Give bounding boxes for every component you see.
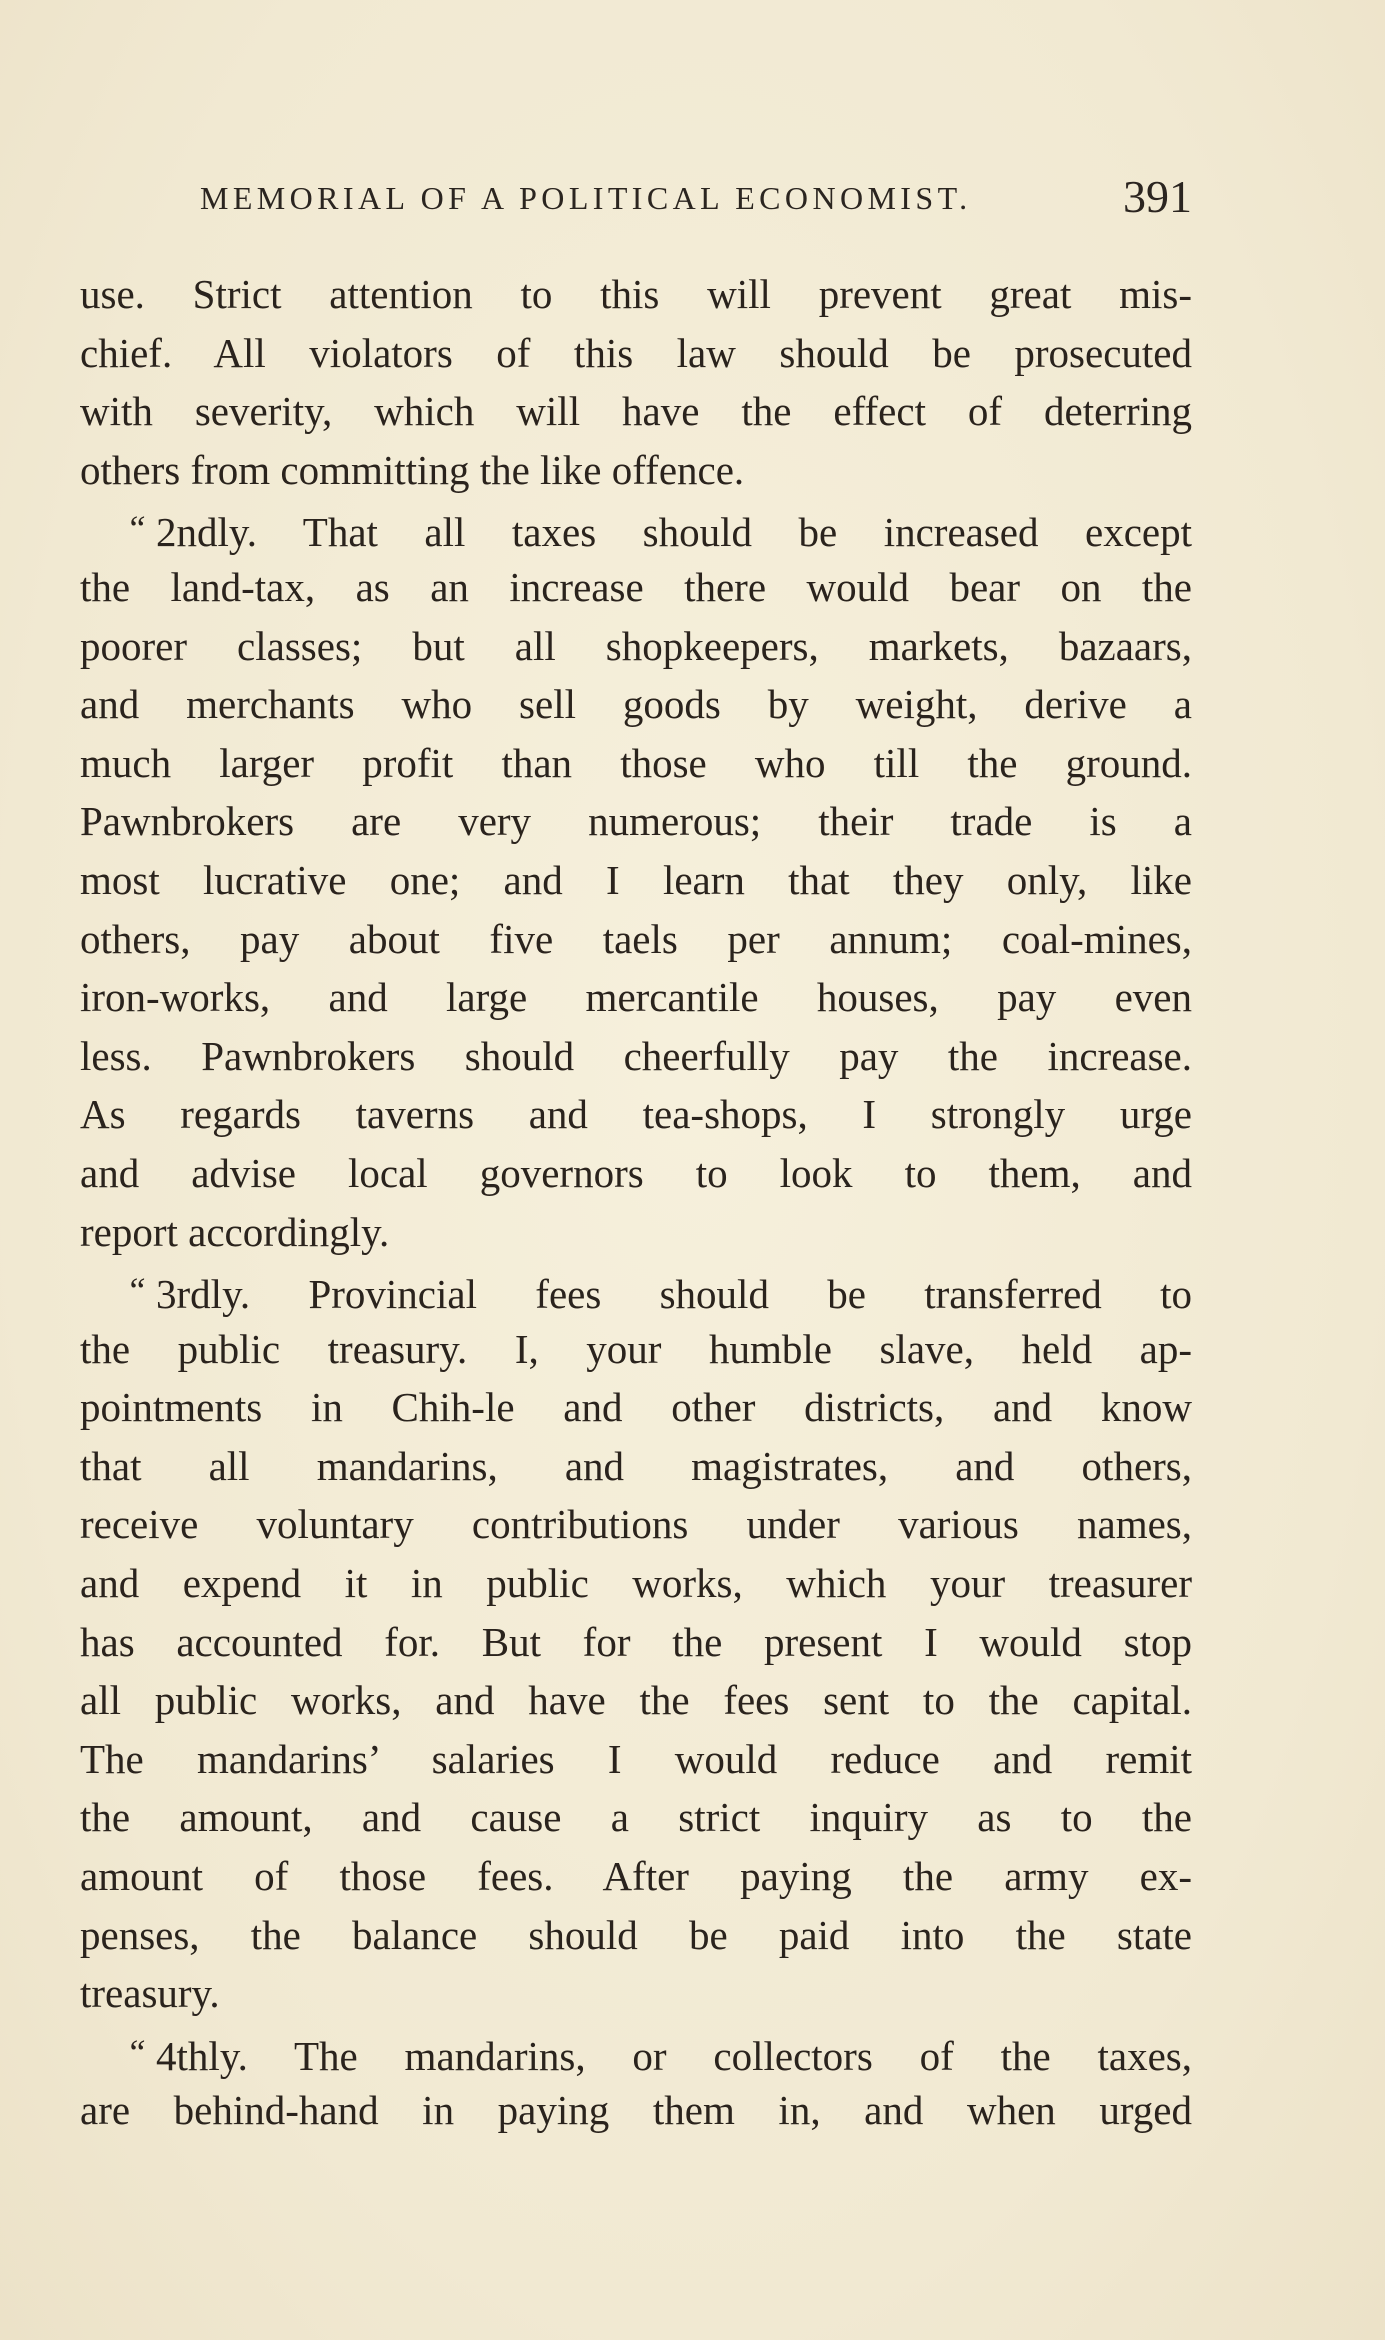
text-line: Pawnbrokers are very numerous; their trade is a — [80, 798, 1192, 845]
text-line: treasury. — [80, 1970, 220, 2017]
text-line: the amount, and cause a strict inquiry as to the — [80, 1794, 1192, 1841]
text-line: that all mandarins, and magistrates, and others, — [80, 1442, 1192, 1489]
text-line: all public works, and have the fees sent to the capital. — [80, 1677, 1192, 1724]
text-line: most lucrative one; and I learn that they only, like — [80, 856, 1192, 903]
text-line: penses, the balance should be paid into the state — [80, 1911, 1192, 1958]
open-quote-mark: “ — [126, 508, 147, 549]
text-line: has accounted for. But for the present I would stop — [80, 1618, 1192, 1665]
text-line: others from committing the like offence. — [80, 446, 745, 493]
text-line: and expend it in public works, which your treasurer — [80, 1560, 1192, 1607]
body-text — [80, 265, 1192, 2140]
text-line: receive voluntary contributions under various names, — [80, 1501, 1192, 1548]
text-line: much larger profit than those who till the ground. — [80, 739, 1192, 786]
text-line: amount of those fees. After paying the army ex- — [80, 1853, 1192, 1900]
running-head — [200, 170, 1192, 230]
paragraph-start-line — [80, 2023, 1192, 2082]
text-line: use. Strict attention to this will prevent great mis- — [80, 271, 1192, 317]
paragraph-start-line — [80, 499, 1192, 558]
text-line: poorer classes; but all shopkeepers, markets, bazaars, — [80, 622, 1192, 669]
running-title: MEMORIAL OF A POLITICAL ECONOMIST. — [200, 180, 972, 216]
open-quote-mark: “ — [126, 2031, 147, 2072]
text-line: with severity, which will have the effect of deterring — [80, 388, 1192, 435]
text-line: iron-works, and large mercantile houses, pay even — [80, 974, 1192, 1021]
text-line: As regards taverns and tea-shops, I strongly urge — [80, 1091, 1192, 1138]
text-line: 4thly. The mandarins, or collectors of the taxes, — [156, 2032, 1192, 2079]
page-number: 391 — [1123, 171, 1192, 222]
text-line: and advise local governors to look to them, and — [80, 1149, 1192, 1196]
paragraph-start-line — [80, 1261, 1192, 1320]
text-line: pointments in Chih-le and other districts, and know — [80, 1384, 1192, 1431]
text-line: 3rdly. Provincial fees should be transferred to — [156, 1271, 1192, 1318]
text-line: the public treasury. I, your humble slave, held ap- — [80, 1325, 1192, 1372]
open-quote-mark: “ — [126, 1270, 147, 1311]
text-line: chief. All violators of this law should be prosecuted — [80, 329, 1192, 376]
text-line: 2ndly. That all taxes should be increased except — [156, 509, 1192, 556]
text-line: and merchants who sell goods by weight, derive a — [80, 681, 1192, 728]
text-line: are behind-hand in paying them in, and when urged — [80, 2087, 1192, 2134]
text-line: others, pay about five taels per annum; coal-mines, — [80, 915, 1192, 962]
text-line: less. Pawnbrokers should cheerfully pay the increase. — [80, 1032, 1192, 1079]
text-line: the land-tax, as an increase there would bear on the — [80, 563, 1192, 610]
text-line: The mandarins’ salaries I would reduce and remit — [80, 1735, 1192, 1782]
text-line: report accordingly. — [80, 1208, 390, 1255]
